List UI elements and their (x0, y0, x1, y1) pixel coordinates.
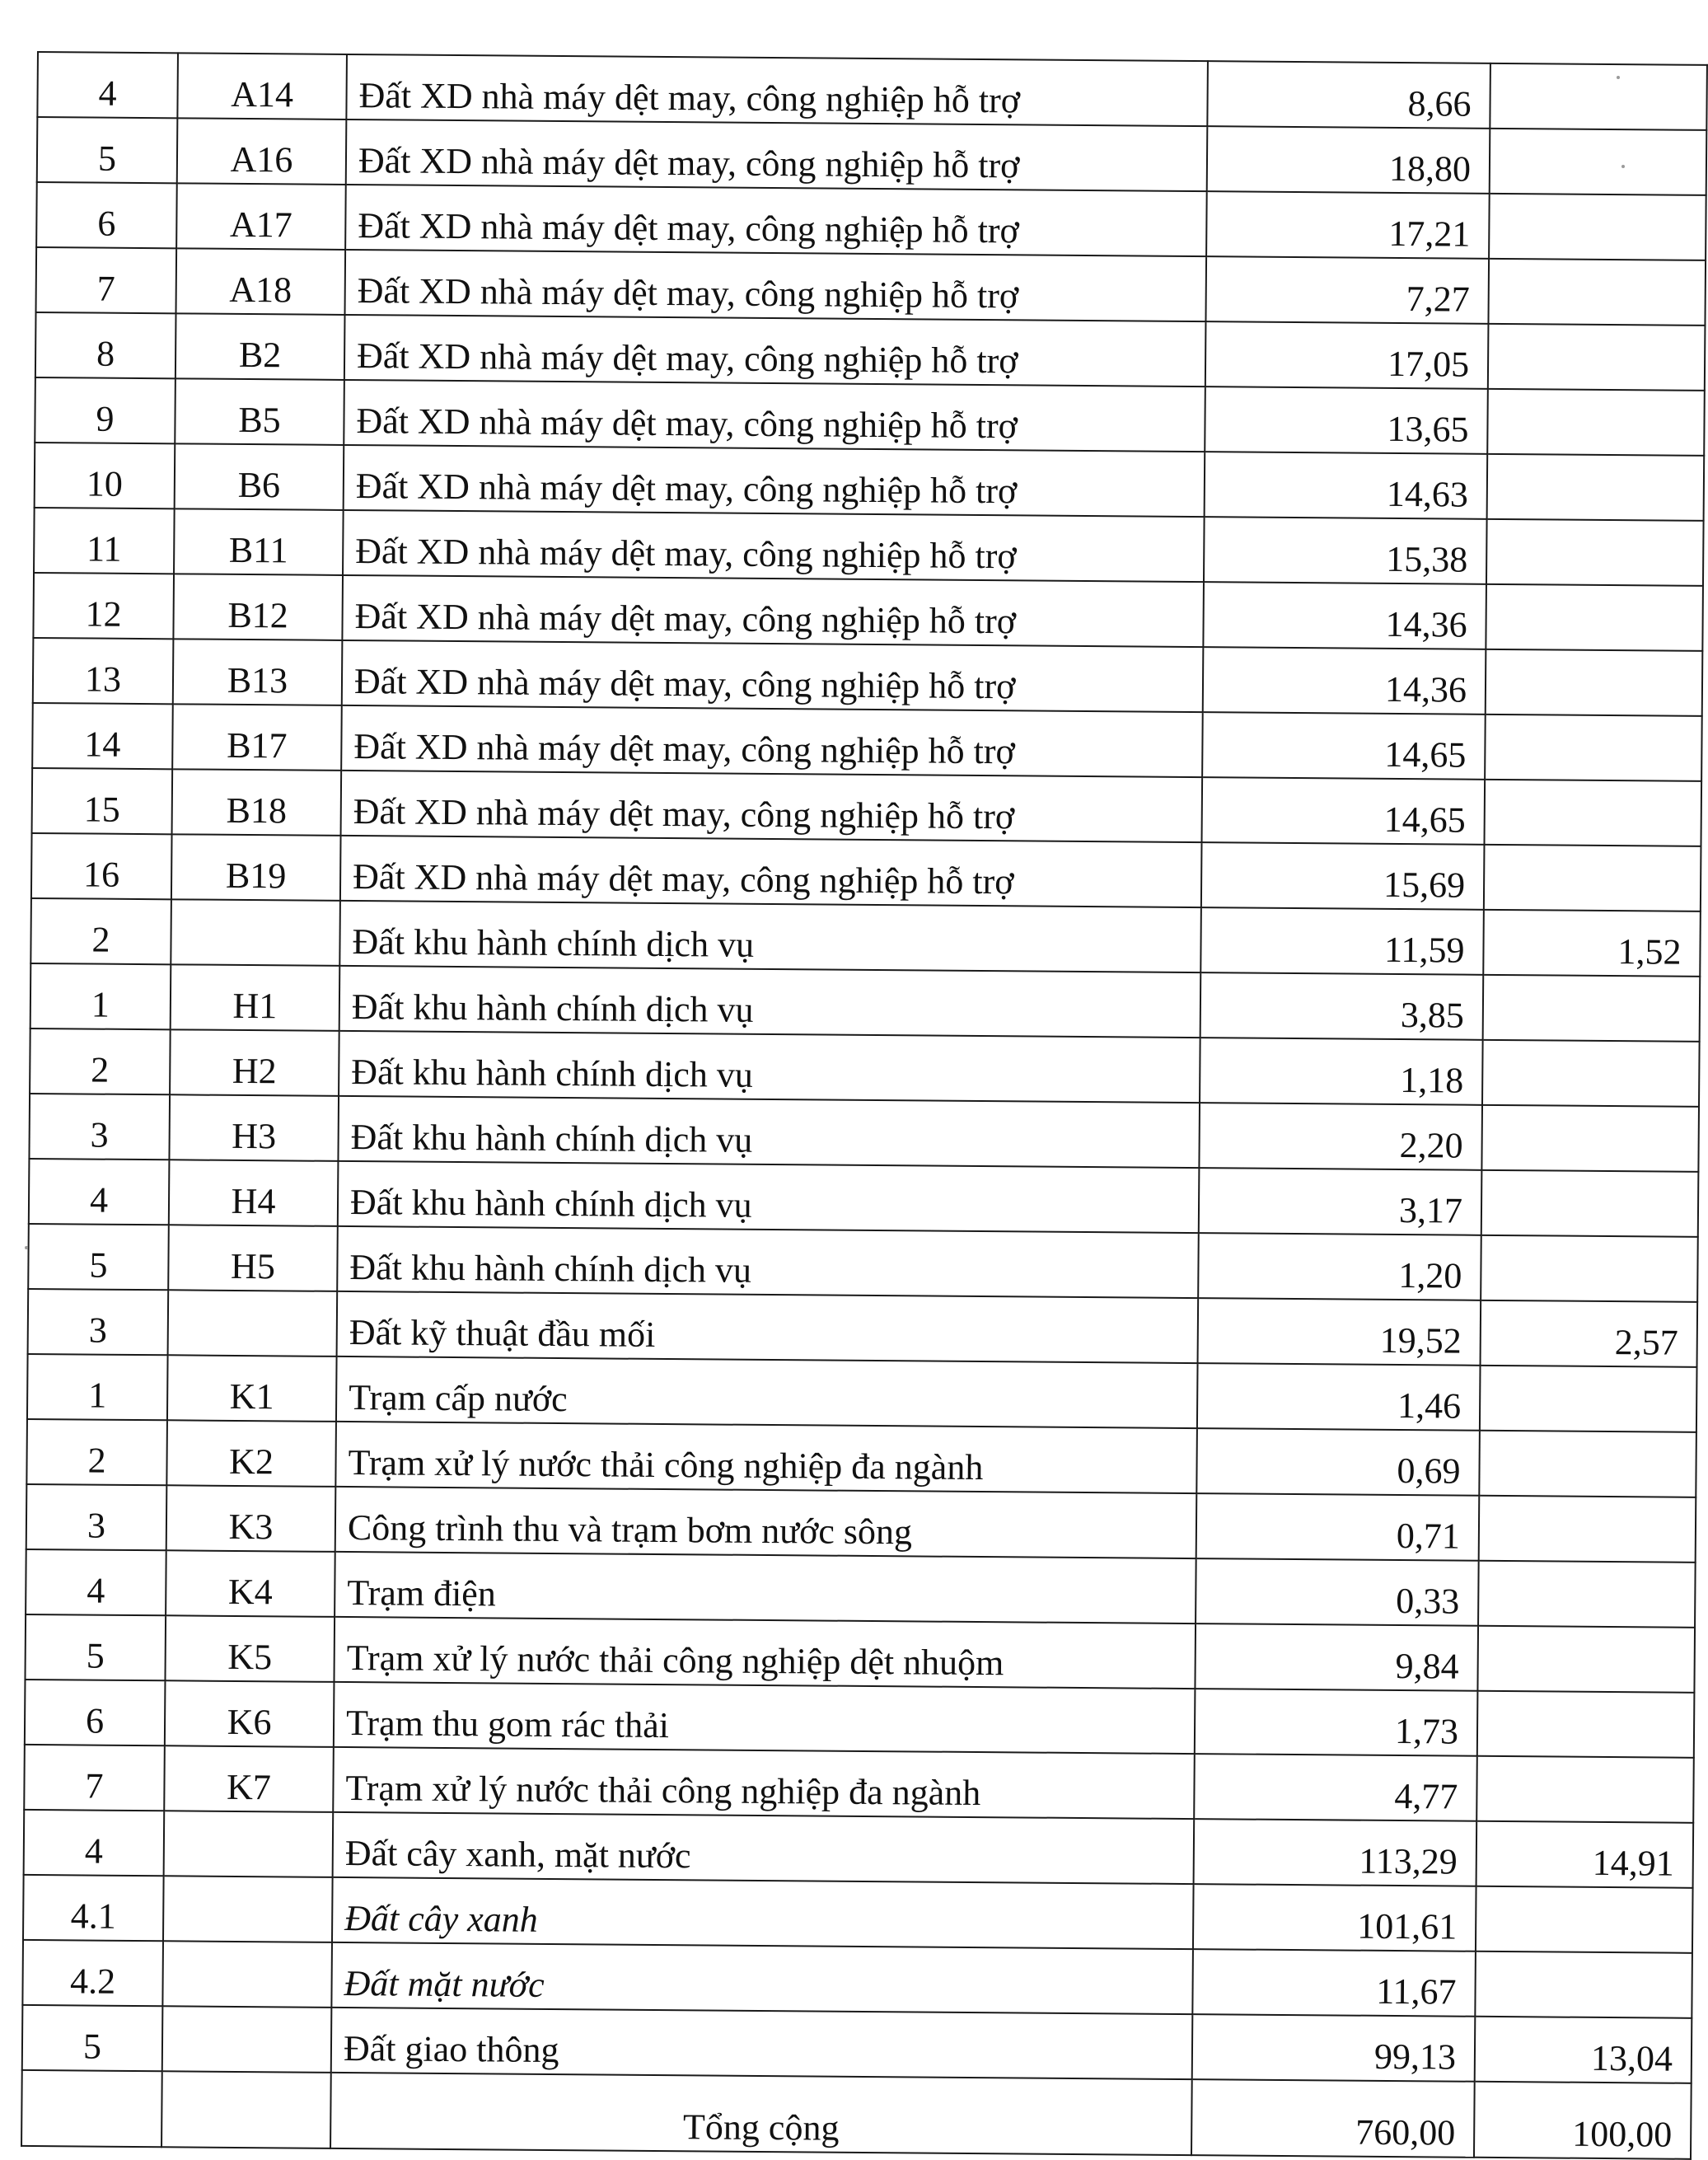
row-number-cell: 4.1 (23, 1875, 164, 1941)
lot-code-cell: B18 (172, 769, 342, 836)
lot-code-cell: A16 (177, 118, 347, 185)
row-number-cell: 5 (25, 1614, 166, 1680)
ratio-percent-cell (1484, 780, 1701, 846)
row-number-cell: 12 (33, 573, 174, 639)
area-ha-cell: 0,33 (1196, 1558, 1479, 1626)
land-type-cell: Đất cây xanh, mặt nước (333, 1812, 1195, 1884)
ratio-percent-cell (1479, 1496, 1696, 1563)
land-type-cell: Đất XD nhà máy dệt may, công nghiệp hỗ trợ (341, 771, 1203, 842)
area-ha-cell: 113,29 (1194, 1819, 1477, 1886)
row-number-cell: 15 (32, 768, 173, 834)
area-ha-cell: 0,69 (1196, 1428, 1480, 1496)
row-number-cell: 2 (30, 1028, 171, 1094)
land-type-cell: Đất XD nhà máy dệt may, công nghiệp hỗ trợ (344, 250, 1206, 321)
land-type-cell: Trạm xử lý nước thải công nghiệp đa ngành (333, 1747, 1195, 1819)
lot-code-cell: K3 (166, 1485, 336, 1552)
ratio-percent-cell (1481, 1105, 1699, 1172)
lot-code-cell: H1 (171, 964, 340, 1031)
lot-code-cell: A14 (177, 53, 347, 119)
lot-code-cell (164, 1811, 334, 1877)
lot-code-cell: K7 (164, 1745, 334, 1812)
land-use-table-body (21, 52, 1707, 2159)
row-number-cell: 4.2 (22, 1940, 163, 2006)
area-ha-cell: 1,73 (1195, 1689, 1478, 1756)
ratio-percent-cell: 14,91 (1476, 1821, 1694, 1888)
lot-code-cell: B2 (175, 313, 345, 380)
ratio-percent-cell (1488, 324, 1706, 391)
lot-code-cell (162, 2006, 332, 2073)
ratio-percent-cell (1478, 1561, 1696, 1628)
row-number-cell: 13 (33, 638, 174, 704)
ratio-percent-cell (1484, 845, 1701, 911)
lot-code-cell: B12 (173, 574, 343, 640)
area-ha-cell: 99,13 (1192, 2014, 1476, 2082)
row-number-cell: 16 (31, 833, 172, 899)
row-number-cell: 14 (32, 703, 173, 769)
ratio-percent-cell: 2,57 (1481, 1300, 1698, 1367)
lot-code-cell: B5 (175, 378, 344, 445)
area-ha-cell: 0,71 (1196, 1493, 1480, 1561)
area-ha-cell: 1,46 (1197, 1363, 1481, 1431)
scan-speck (1617, 76, 1620, 79)
land-type-cell: Đất XD nhà máy dệt may, công nghiệp hỗ trợ (346, 119, 1208, 191)
ratio-percent-cell (1486, 649, 1703, 716)
lot-code-cell: H3 (169, 1094, 339, 1161)
ratio-percent-cell (1483, 975, 1701, 1042)
lot-code-cell: B6 (175, 443, 344, 510)
row-number-cell: 3 (28, 1289, 169, 1355)
area-ha-cell: 14,36 (1203, 582, 1486, 649)
area-ha-cell: 14,36 (1203, 647, 1486, 715)
lot-code-cell: B11 (174, 508, 344, 575)
land-type-cell: Đất XD nhà máy dệt may, công nghiệp hỗ trợ (342, 640, 1204, 712)
land-type-cell: Trạm xử lý nước thải công nghiệp đa ngành (335, 1422, 1197, 1493)
land-type-cell: Đất XD nhà máy dệt may, công nghiệp hỗ trợ (341, 705, 1203, 777)
lot-code-cell: A18 (176, 248, 346, 315)
row-number-cell: 2 (30, 898, 171, 964)
area-ha-cell: 8,66 (1207, 61, 1490, 129)
ratio-percent-cell (1481, 1235, 1698, 1302)
area-ha-cell: 3,17 (1199, 1168, 1482, 1235)
lot-code-cell: B19 (171, 834, 341, 901)
area-ha-cell: 17,05 (1205, 321, 1489, 389)
land-use-table (21, 51, 1708, 2160)
ratio-percent-cell (1487, 389, 1705, 456)
lot-code-cell (171, 899, 340, 966)
area-ha-cell: 11,67 (1192, 1949, 1476, 2017)
row-number-cell: 5 (37, 117, 178, 183)
lot-code-cell: K2 (166, 1420, 336, 1487)
ratio-percent-cell (1480, 1366, 1697, 1432)
ratio-percent-cell (1486, 519, 1704, 586)
row-number-cell: 5 (28, 1224, 169, 1290)
area-ha-cell: 11,59 (1200, 907, 1484, 975)
land-type-cell: Đất XD nhà máy dệt may, công nghiệp hỗ trợ (342, 575, 1204, 647)
area-ha-cell: 4,77 (1194, 1754, 1477, 1821)
row-number-cell: 4 (37, 52, 178, 118)
row-number-cell: 9 (35, 377, 175, 443)
lot-code-cell: A17 (176, 183, 346, 250)
row-number-cell: 6 (36, 182, 177, 248)
ratio-percent-cell (1489, 194, 1706, 260)
area-ha-cell: 17,21 (1206, 191, 1490, 259)
row-number-cell (21, 2070, 162, 2147)
area-ha-cell: 1,20 (1198, 1233, 1481, 1300)
row-number-cell: 11 (34, 508, 175, 574)
ratio-percent-cell (1477, 1691, 1695, 1758)
lot-code-cell: K1 (167, 1355, 337, 1422)
lot-code-cell: K6 (165, 1680, 335, 1747)
area-ha-cell: 9,84 (1195, 1624, 1478, 1691)
ratio-percent-cell (1485, 715, 1702, 781)
area-ha-cell: 3,85 (1200, 972, 1484, 1040)
lot-code-cell (162, 1941, 332, 2008)
row-number-cell: 4 (24, 1810, 165, 1876)
ratio-percent-cell (1479, 1431, 1696, 1497)
land-type-cell: Đất khu hành chính dịch vụ (337, 1226, 1199, 1298)
lot-code-cell (168, 1290, 338, 1356)
ratio-percent-cell: 1,52 (1483, 910, 1701, 977)
ratio-percent-cell (1482, 1040, 1700, 1107)
land-type-cell: Đất khu hành chính dịch vụ (338, 1161, 1200, 1233)
area-ha-cell: 7,27 (1205, 256, 1489, 324)
area-ha-cell: 2,20 (1199, 1103, 1482, 1170)
land-type-cell: Trạm điện (335, 1552, 1196, 1624)
lot-code-cell: K4 (166, 1550, 335, 1617)
lot-code-cell: B17 (172, 704, 342, 771)
lot-code-cell: H4 (169, 1160, 339, 1226)
land-type-cell: Công trình thu và trạm bơm nước sông (335, 1487, 1197, 1558)
row-number-cell: 7 (24, 1745, 165, 1811)
ratio-percent-cell: 100,00 (1474, 2082, 1692, 2159)
ratio-percent-cell: 13,04 (1475, 2017, 1692, 2083)
land-type-cell: Đất giao thông (331, 2008, 1193, 2079)
row-number-cell: 4 (26, 1549, 166, 1615)
land-type-cell: Đất XD nhà máy dệt may, công nghiệp hỗ trợ (344, 315, 1206, 387)
row-number-cell: 8 (35, 312, 176, 378)
scan-speck (1621, 165, 1625, 168)
lot-code-cell: K5 (165, 1615, 335, 1682)
row-number-cell: 1 (30, 963, 171, 1029)
area-ha-cell: 19,52 (1198, 1298, 1481, 1366)
ratio-percent-cell (1486, 584, 1703, 651)
table-total-row (21, 2070, 1692, 2159)
land-type-cell: Đất khu hành chính dịch vụ (339, 966, 1201, 1038)
ratio-percent-cell (1477, 1626, 1695, 1693)
ratio-percent-cell (1490, 63, 1707, 130)
area-ha-cell: 18,80 (1207, 126, 1490, 194)
row-number-cell: 3 (26, 1484, 167, 1550)
area-ha-cell: 15,69 (1201, 842, 1485, 910)
ratio-percent-cell (1476, 1756, 1694, 1823)
row-number-cell: 2 (26, 1419, 167, 1485)
row-number-cell: 10 (35, 443, 175, 508)
area-ha-cell: 14,65 (1202, 777, 1486, 845)
row-number-cell: 1 (27, 1354, 168, 1420)
lot-code-cell (161, 2071, 331, 2148)
land-type-cell: Tổng cộng (330, 2073, 1192, 2155)
land-type-cell: Đất XD nhà máy dệt may, công nghiệp hỗ trợ (343, 510, 1205, 582)
land-type-cell: Đất XD nhà máy dệt may, công nghiệp hỗ trợ (340, 836, 1202, 907)
scan-speck (25, 1246, 28, 1249)
land-type-cell: Trạm xử lý nước thải công nghiệp dệt nhuộm (334, 1617, 1196, 1689)
row-number-cell: 7 (36, 247, 177, 313)
row-number-cell: 3 (29, 1094, 170, 1160)
area-ha-cell: 101,61 (1193, 1884, 1476, 1951)
land-type-cell: Trạm thu gom rác thải (334, 1682, 1196, 1754)
row-number-cell: 4 (29, 1159, 170, 1225)
land-type-cell: Đất kỹ thuật đầu mối (337, 1291, 1199, 1363)
row-number-cell: 6 (25, 1680, 166, 1745)
land-type-cell: Đất XD nhà máy dệt may, công nghiệp hỗ trợ (345, 185, 1207, 256)
ratio-percent-cell (1487, 454, 1705, 521)
land-type-cell: Đất XD nhà máy dệt may, công nghiệp hỗ trợ (344, 445, 1205, 517)
land-type-cell: Đất cây xanh (332, 1877, 1194, 1949)
ratio-percent-cell (1490, 129, 1707, 195)
row-number-cell: 5 (22, 2005, 163, 2071)
area-ha-cell: 1,18 (1200, 1038, 1483, 1105)
ratio-percent-cell (1476, 1886, 1693, 1953)
area-ha-cell: 13,65 (1205, 387, 1488, 454)
area-ha-cell: 14,65 (1202, 712, 1486, 780)
land-type-cell: Đất khu hành chính dịch vụ (338, 1096, 1200, 1168)
lot-code-cell: H5 (168, 1225, 338, 1291)
lot-code-cell: H2 (170, 1029, 339, 1096)
lot-code-cell (163, 1876, 333, 1942)
land-type-cell: Đất XD nhà máy dệt may, công nghiệp hỗ trợ (344, 380, 1205, 452)
lot-code-cell: B13 (173, 639, 343, 705)
area-ha-cell: 15,38 (1204, 517, 1487, 584)
land-type-cell: Đất mặt nước (331, 1942, 1193, 2014)
area-ha-cell: 760,00 (1191, 2079, 1475, 2158)
land-type-cell: Đất XD nhà máy dệt may, công nghiệp hỗ trợ (346, 54, 1208, 126)
land-type-cell: Đất khu hành chính dịch vụ (339, 901, 1201, 972)
area-ha-cell: 14,63 (1205, 452, 1488, 519)
land-type-cell: Trạm cấp nước (336, 1356, 1198, 1428)
land-type-cell: Đất khu hành chính dịch vụ (339, 1031, 1200, 1103)
ratio-percent-cell (1475, 1951, 1692, 2018)
ratio-percent-cell (1488, 259, 1706, 326)
ratio-percent-cell (1481, 1170, 1699, 1237)
